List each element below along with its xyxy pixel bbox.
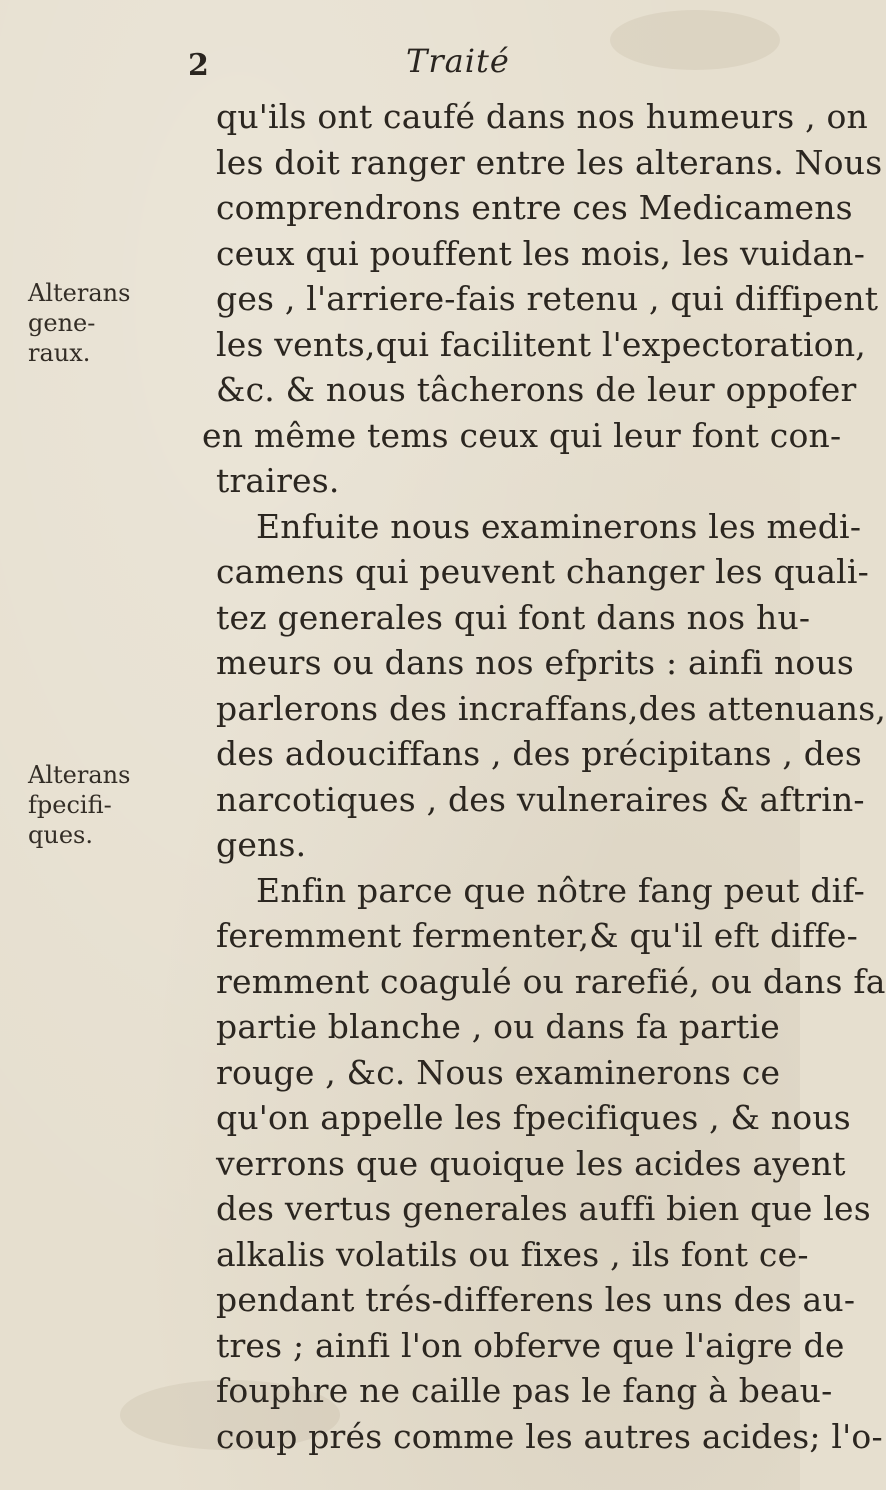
text-line: ges , l'arriere-fais retenu , qui diffipent <box>216 279 879 318</box>
text-line: camens qui peuvent changer les quali- <box>216 552 869 591</box>
main-text <box>202 94 886 1459</box>
text-line: rouge , &c. Nous examinerons ce <box>216 1052 781 1092</box>
text-line: les vents,qui facilitent l'expectoration, <box>216 324 866 364</box>
running-title: Traité <box>406 42 510 80</box>
text-line: des adouciffans , des précipitans , des <box>216 734 862 773</box>
text-line: alkalis volatils ou fixes , ils font ce- <box>216 1234 809 1274</box>
text-line: tres ; ainfi l'on obferve que l'aigre de <box>216 1325 845 1365</box>
text-line: feremment fermenter,& qu'il eft diffe- <box>216 916 858 955</box>
text-line: Enfin parce que nôtre fang peut dif- <box>256 870 865 910</box>
text-line: coup prés comme les autres acides; l'o- <box>216 1416 883 1456</box>
text-line: pendant trés-differens les uns des au- <box>216 1280 856 1319</box>
text-line: &c. & nous tâcherons de leur oppofer <box>216 370 857 409</box>
page-header <box>188 42 748 88</box>
text-line: partie blanche , ou dans fa partie <box>216 1007 780 1046</box>
margin-note <box>28 278 198 368</box>
margin-note-line: Alterans <box>28 279 131 307</box>
text-line: Enfuite nous examinerons les medi- <box>256 506 862 546</box>
margin-note-line: gene- <box>28 309 96 337</box>
text-line: comprendrons entre ces Medicamens <box>216 188 853 227</box>
text-line: qu'on appelle les fpecifiques , & nous <box>216 1098 851 1137</box>
text-line: gens. <box>216 825 307 864</box>
text-line: qu'ils ont caufé dans nos humeurs , on <box>216 97 869 136</box>
text-line: fouphre ne caille pas le fang à beau- <box>216 1371 833 1410</box>
page-number: 2 <box>188 48 209 83</box>
margin-note-line: raux. <box>28 339 91 367</box>
margin-note-line: ques. <box>28 821 93 849</box>
text-line: ceux qui pouffent les mois, les vuidan- <box>216 233 866 273</box>
text-line: narcotiques , des vulneraires & aftrin- <box>216 779 865 819</box>
margin-note-line: Alterans <box>28 761 131 789</box>
margin-note-line: fpecifi- <box>28 791 112 819</box>
text-line: des vertus generales auffi bien que les <box>216 1189 871 1228</box>
text-line: tez generales qui font dans nos hu- <box>216 597 811 637</box>
text-line: les doit ranger entre les alterans. Nous <box>216 142 883 182</box>
text-line: meurs ou dans nos efprits : ainfi nous <box>216 643 855 682</box>
text-line: verrons que quoique les acides ayent <box>216 1143 846 1183</box>
text-line: traires. <box>216 461 340 500</box>
text-line: parlerons des incraffans,des attenuans, <box>216 688 886 728</box>
text-line: en même tems ceux qui leur font con- <box>202 415 842 455</box>
text-line: remment coagulé ou rarefié, ou dans fa <box>216 961 886 1001</box>
margin-note <box>28 760 198 850</box>
